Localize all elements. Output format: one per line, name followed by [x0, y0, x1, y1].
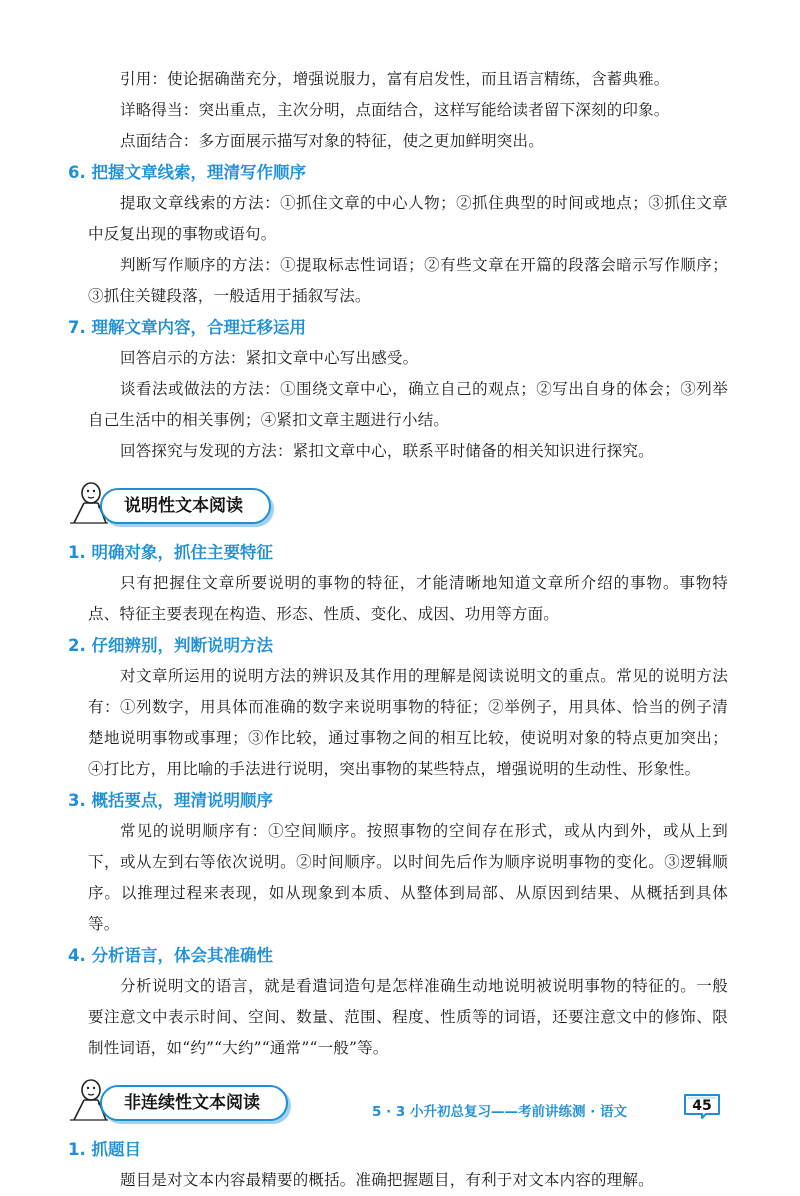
- content-column: [68, 64, 728, 1196]
- item-heading: 3. 概括要点，理清说明顺序: [68, 791, 273, 810]
- page-footer: [372, 1090, 732, 1130]
- paragraph: 判断写作顺序的方法：①提取标志性词语；②有些文章在开篇的段落会暗示写作顺序；③抓住关键段落，一般适用于插叙写法。: [88, 256, 728, 305]
- paragraph: 对文章所运用的说明方法的辨识及其作用的理解是阅读说明文的重点。常见的说明方法有：①列数字，用具体而准确的数字来说明事物的特征；②举例子，用具体、恰当的例子清楚地说明事物或事理；③作比较，通过事物之间的相互比较，使说明对象的特点更加突出；④打比方，用比喻的手法进行说明，突出事物的某些特点，增强说明的生动性、形象性。: [88, 667, 728, 778]
- item-heading: 1. 明确对象，抓住主要特征: [68, 543, 273, 562]
- item-heading: 4. 分析语言，体会其准确性: [68, 946, 273, 965]
- paragraph: 引用：使论据确凿充分，增强说服力，富有启发性，而且语言精练，含蓄典雅。: [120, 70, 670, 88]
- page-number: 45: [692, 1098, 712, 1114]
- paragraph: 点面结合：多方面展示描写对象的特征，使之更加鲜明突出。: [120, 132, 544, 150]
- page-number-tab: [682, 1092, 722, 1120]
- paragraph: 回答启示的方法：紧扣文章中心写出感受。: [120, 349, 419, 367]
- paragraph: 提取文章线索的方法：①抓住文章的中心人物；②抓住典型的时间或地点；③抓住文章中反复出现的事物或语句。: [88, 194, 728, 243]
- paragraph: 谈看法或做法的方法：①围绕文章中心，确立自己的观点；②写出自身的体会；③列举自己生活中的相关事例；④紧扣文章主题进行小结。: [88, 380, 728, 429]
- footer-book-title: 5 · 3 小升初总复习——考前讲练测 · 语文: [372, 1104, 628, 1120]
- paragraph: 分析说明文的语言，就是看遣词造句是怎样准确生动地说明被说明事物的特征的。一般要注意文中表示时间、空间、数量、范围、程度、性质等的词语，还要注意文中的修饰、限制性词语，如“约”“大约”“通常”“一般”等。: [88, 977, 728, 1057]
- item-heading: 1. 抓题目: [68, 1140, 141, 1159]
- section-title: 非连续性文本阅读: [100, 1085, 288, 1121]
- paragraph: 详略得当：突出重点，主次分明，点面结合，这样写能给读者留下深刻的印象。: [120, 101, 670, 119]
- paragraph: 回答探究与发现的方法：紧扣文章中心，联系平时储备的相关知识进行探究。: [120, 442, 654, 460]
- section-title: 说明性文本阅读: [100, 488, 271, 524]
- item-heading: 7. 理解文章内容，合理迁移运用: [68, 318, 306, 337]
- item-heading: 2. 仔细辨别，判断说明方法: [68, 636, 273, 655]
- item-heading: 6. 把握文章线索，理清写作顺序: [68, 163, 306, 182]
- paragraph: 题目是对文本内容最精要的概括。准确把握题目，有利于对文本内容的理解。: [120, 1171, 654, 1189]
- paragraph: 只有把握住文章所要说明的事物的特征，才能清晰地知道文章所介绍的事物。事物特点、特征主要表现在构造、形态、性质、变化、成因、功用等方面。: [88, 574, 728, 623]
- section-banner: [64, 473, 728, 535]
- paragraph: 常见的说明顺序有：①空间顺序。按照事物的空间存在形式，或从内到外，或从上到下，或从左到右等依次说明。②时间顺序。以时间先后作为顺序说明事物的变化。③逻辑顺序。以推理过程来表现，如从现象到本质、从整体到局部、从原因到结果、从概括到具体等。: [88, 822, 728, 933]
